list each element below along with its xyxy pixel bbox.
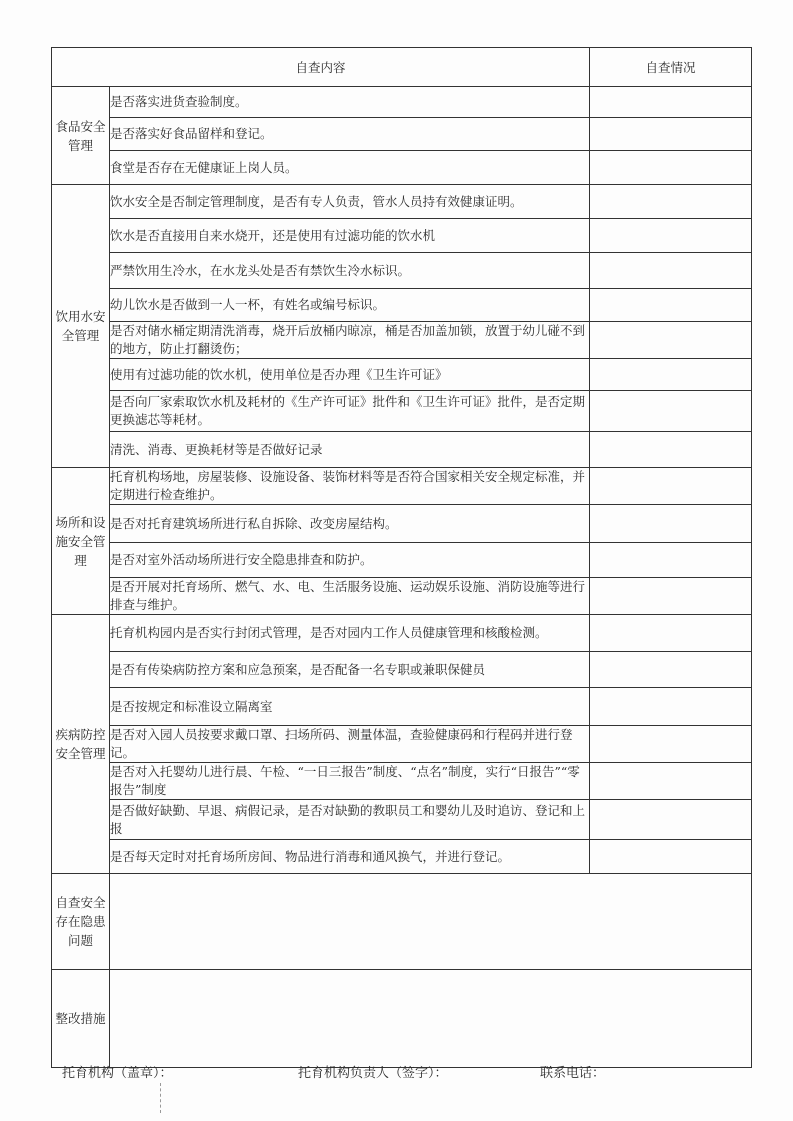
check-item: 是否开展对托育场所、燃气、水、电、生活服务设施、运动娱乐设施、消防设施等进行排查与维护。 (110, 578, 590, 615)
status-cell[interactable] (590, 578, 752, 615)
table-row (52, 391, 752, 432)
hazards-label: 自查安全存在隐患问题 (52, 874, 110, 970)
status-cell[interactable] (590, 726, 752, 763)
self-check-table (51, 47, 752, 1068)
check-item: 食堂是否存在无健康证上岗人员。 (110, 151, 590, 185)
table-row (52, 578, 752, 615)
header-content: 自查内容 (52, 48, 590, 87)
table-row (52, 688, 752, 726)
check-item: 饮水安全是否制定管理制度，是否有专人负责，管水人员持有效健康证明。 (110, 185, 590, 219)
status-cell[interactable] (590, 322, 752, 359)
check-item: 托育机构园内是否实行封闭式管理，是否对园内工作人员健康管理和核酸检测。 (110, 615, 590, 652)
check-item: 是否向厂家索取饮水机及耗材的《生产许可证》批件和《卫生许可证》批件，是否定期更换滤芯等耗材。 (110, 391, 590, 432)
phone-label: 联系电话： (540, 1066, 606, 1081)
status-cell[interactable] (590, 840, 752, 874)
status-cell[interactable] (590, 359, 752, 391)
table-row (52, 652, 752, 688)
status-cell[interactable] (590, 87, 752, 118)
check-item: 饮水是否直接用自来水烧开，还是使用有过滤功能的饮水机 (110, 219, 590, 253)
status-cell[interactable] (590, 468, 752, 505)
check-item: 是否有传染病防控方案和应急预案，是否配备一名专职或兼职保健员 (110, 652, 590, 688)
status-cell[interactable] (590, 118, 752, 151)
measures-field[interactable] (110, 970, 752, 1068)
check-item: 是否对入托婴幼儿进行晨、午检、“一日三报告”制度、“点名”制度，实行“日报告”“零报告”制度 (110, 763, 590, 800)
check-item: 是否落实进货查验制度。 (110, 87, 590, 118)
table-row (52, 432, 752, 468)
status-cell[interactable] (590, 688, 752, 726)
org-seal-label: 托育机构（盖章）： (62, 1066, 173, 1081)
check-item: 托育机构场地，房屋装修、设施设备、装饰材料等是否符合国家相关安全规定标准，并定期进行检查维护。 (110, 468, 590, 505)
status-cell[interactable] (590, 391, 752, 432)
status-cell[interactable] (590, 652, 752, 688)
table-row (52, 763, 752, 800)
check-item: 是否按规定和标准设立隔离室 (110, 688, 590, 726)
check-item: 是否对托育建筑场所进行私自拆除、改变房屋结构。 (110, 505, 590, 543)
table-row (52, 118, 752, 151)
measures-row (52, 970, 752, 1068)
table-row (52, 615, 752, 652)
status-cell[interactable] (590, 763, 752, 800)
table-row (52, 289, 752, 322)
status-cell[interactable] (590, 185, 752, 219)
check-item: 是否对室外活动场所进行安全隐患排查和防护。 (110, 543, 590, 578)
hazards-field[interactable] (110, 874, 752, 970)
table-row (52, 543, 752, 578)
status-cell[interactable] (590, 615, 752, 652)
table-row (52, 253, 752, 289)
category-facility-safety: 场所和设施安全管理 (52, 468, 110, 615)
hazards-row (52, 874, 752, 970)
table-row (52, 87, 752, 118)
check-item: 是否落实好食品留样和登记。 (110, 118, 590, 151)
check-item: 是否对入园人员按要求戴口罩、扫场所码、测量体温，查验健康码和行程码并进行登记。 (110, 726, 590, 763)
table-row (52, 505, 752, 543)
status-cell[interactable] (590, 505, 752, 543)
table-row (52, 840, 752, 874)
check-item: 清洗、消毒、更换耗材等是否做好记录 (110, 432, 590, 468)
check-item: 严禁饮用生冷水，在水龙头处是否有禁饮生冷水标识。 (110, 253, 590, 289)
table-row (52, 322, 752, 359)
status-cell[interactable] (590, 800, 752, 840)
check-item: 幼儿饮水是否做到一人一杯，有姓名或编号标识。 (110, 289, 590, 322)
fold-mark (160, 1083, 162, 1113)
table-row (52, 800, 752, 840)
table-row (52, 359, 752, 391)
category-water-safety: 饮用水安全管理 (52, 185, 110, 468)
status-cell[interactable] (590, 543, 752, 578)
table-row (52, 185, 752, 219)
person-signature-label: 托育机构负责人（签字）： (298, 1066, 448, 1081)
check-item: 是否做好缺勤、早退、病假记录，是否对缺勤的教职员工和婴幼儿及时追访、登记和上报 (110, 800, 590, 840)
category-food-safety: 食品安全管理 (52, 87, 110, 185)
header-status: 自查情况 (590, 48, 752, 87)
check-item: 是否每天定时对托育场所房间、物品进行消毒和通风换气，并进行登记。 (110, 840, 590, 874)
status-cell[interactable] (590, 151, 752, 185)
measures-label: 整改措施 (52, 970, 110, 1068)
header-row (52, 48, 752, 87)
status-cell[interactable] (590, 219, 752, 253)
status-cell[interactable] (590, 253, 752, 289)
status-cell[interactable] (590, 289, 752, 322)
table-row (52, 219, 752, 253)
table-row (52, 151, 752, 185)
status-cell[interactable] (590, 432, 752, 468)
check-item: 使用有过滤功能的饮水机，使用单位是否办理《卫生许可证》 (110, 359, 590, 391)
check-item: 是否对储水桶定期清洗消毒，烧开后放桶内晾凉，桶是否加盖加锁，放置于幼儿碰不到的地方，防止打翻烫伤； (110, 322, 590, 359)
table-row (52, 468, 752, 505)
table-row (52, 726, 752, 763)
category-disease-control: 疾病防控安全管理 (52, 615, 110, 874)
